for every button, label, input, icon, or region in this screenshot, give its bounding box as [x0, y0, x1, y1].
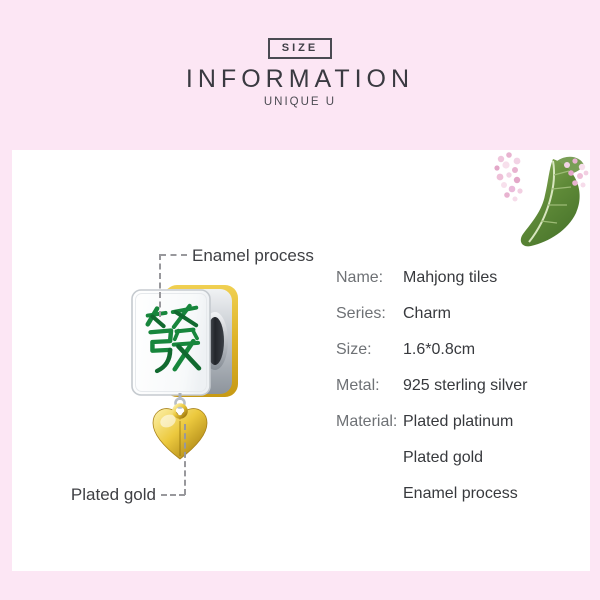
spec-list — [336, 268, 528, 520]
spec-label — [336, 484, 403, 504]
page-subtitle: UNIQUE U — [263, 96, 337, 108]
spec-value: Charm — [403, 305, 452, 322]
spec-label — [336, 448, 403, 468]
callout-line-top-horizontal — [160, 254, 187, 256]
spec-label: Metal: — [336, 377, 380, 394]
flower-cluster-left — [494, 152, 522, 201]
charm-image — [112, 278, 252, 473]
callout-line-bottom-vertical — [184, 424, 186, 495]
spec-value: 1.6*0.8cm — [403, 341, 476, 358]
header — [0, 0, 600, 150]
page-title: INFORMATION — [185, 65, 415, 93]
spec-value: Enamel process — [403, 485, 518, 502]
callout-label-enamel-process: Enamel process — [192, 246, 314, 265]
callout-line-top-vertical — [159, 254, 161, 317]
spec-value: 925 sterling silver — [403, 377, 528, 394]
callout-line-bottom-horizontal — [161, 494, 185, 496]
size-badge: SIZE — [268, 38, 332, 59]
spec-label: Size: — [336, 341, 372, 358]
callout-label-plated-gold: Plated gold — [70, 485, 156, 504]
spec-label: Series: — [336, 305, 386, 322]
spec-value: Plated gold — [403, 449, 484, 466]
gold-bail-ring — [174, 405, 186, 417]
spec-value: Plated platinum — [403, 413, 514, 430]
spec-value: Mahjong tiles — [403, 269, 498, 286]
spec-label: Name: — [336, 269, 384, 286]
spec-label: Material: — [336, 413, 398, 430]
spec-row-series — [336, 304, 528, 324]
spec-row-name — [336, 268, 528, 288]
spec-row-size — [336, 340, 528, 360]
spec-row-material — [336, 412, 528, 432]
spec-row-material-2 — [336, 448, 528, 468]
spec-row-metal — [336, 376, 528, 396]
flower-leaf-decoration-image — [487, 147, 593, 253]
spec-row-material-3 — [336, 484, 528, 504]
